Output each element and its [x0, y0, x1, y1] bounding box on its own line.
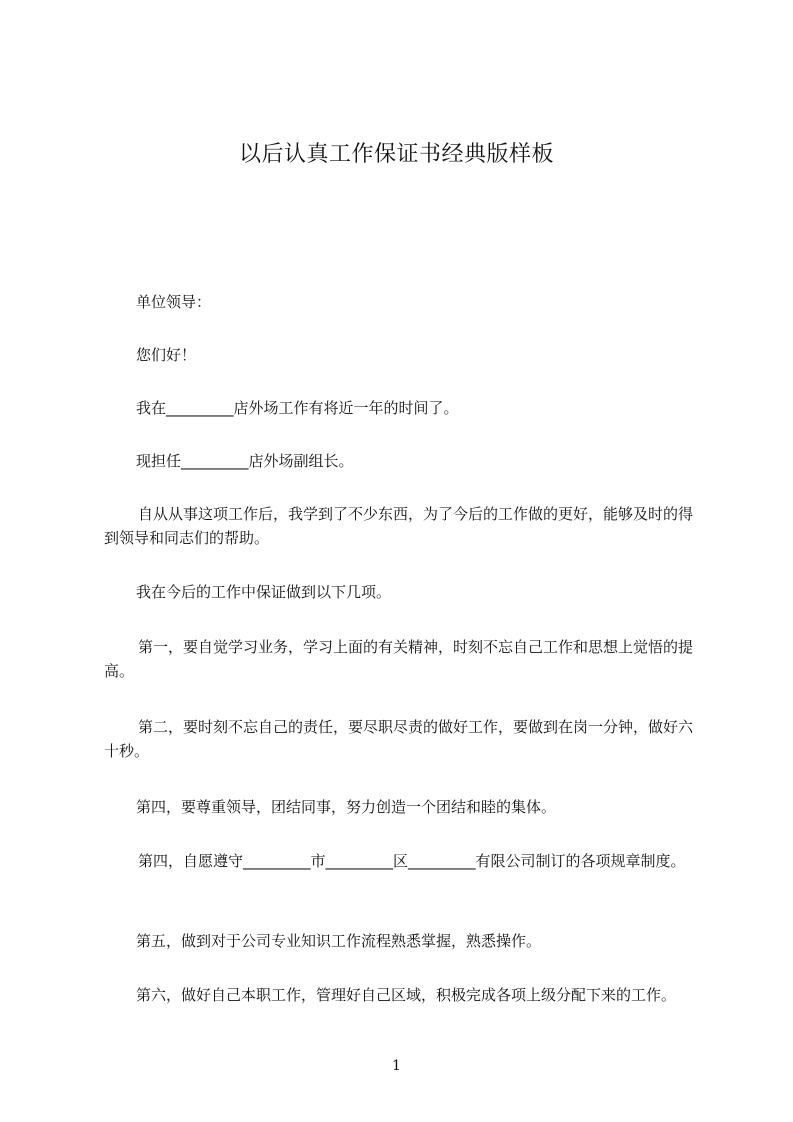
paragraph-intro: 自从从事这项工作后，我学到了不少东西，为了今后的工作做的更好，能够及时的得到领导和同志们的帮助。	[104, 505, 694, 547]
pledge-item-2: 第二，要时刻不忘自己的责任，要尽职尽责的做好工作，要做到在岗一分钟，做好六十秒。	[104, 718, 694, 760]
paragraph-position: 现担任_________店外场副组长。	[136, 452, 354, 470]
pledge-item-4: 第四，自愿遵守_________市_________区_________有限公司制订的各项规章制度。	[138, 852, 686, 870]
pledge-item-5: 第五，做到对于公司专业知识工作流程熟悉掌握，熟悉操作。	[136, 932, 542, 950]
pledge-item-6: 第六，做好自己本职工作，管理好自己区域，积极完成各项上级分配下来的工作。	[136, 986, 677, 1004]
pledge-item-3: 第四，要尊重领导，团结同事，努力创造一个团结和睦的集体。	[136, 798, 557, 816]
salutation: 单位领导：	[136, 293, 212, 311]
page-number: 1	[392, 1058, 401, 1074]
greeting: 您们好！	[136, 346, 197, 364]
pledge-item-1: 第一，要自觉学习业务，学习上面的有关精神，时刻不忘自己工作和思想上觉悟的提高。	[104, 638, 694, 680]
paragraph-pledge-lead: 我在今后的工作中保证做到以下几项。	[136, 583, 392, 601]
document-title: 以后认真工作保证书经典版样板	[238, 142, 554, 167]
paragraph-workplace: 我在_________店外场工作有将近一年的时间了。	[136, 399, 459, 417]
